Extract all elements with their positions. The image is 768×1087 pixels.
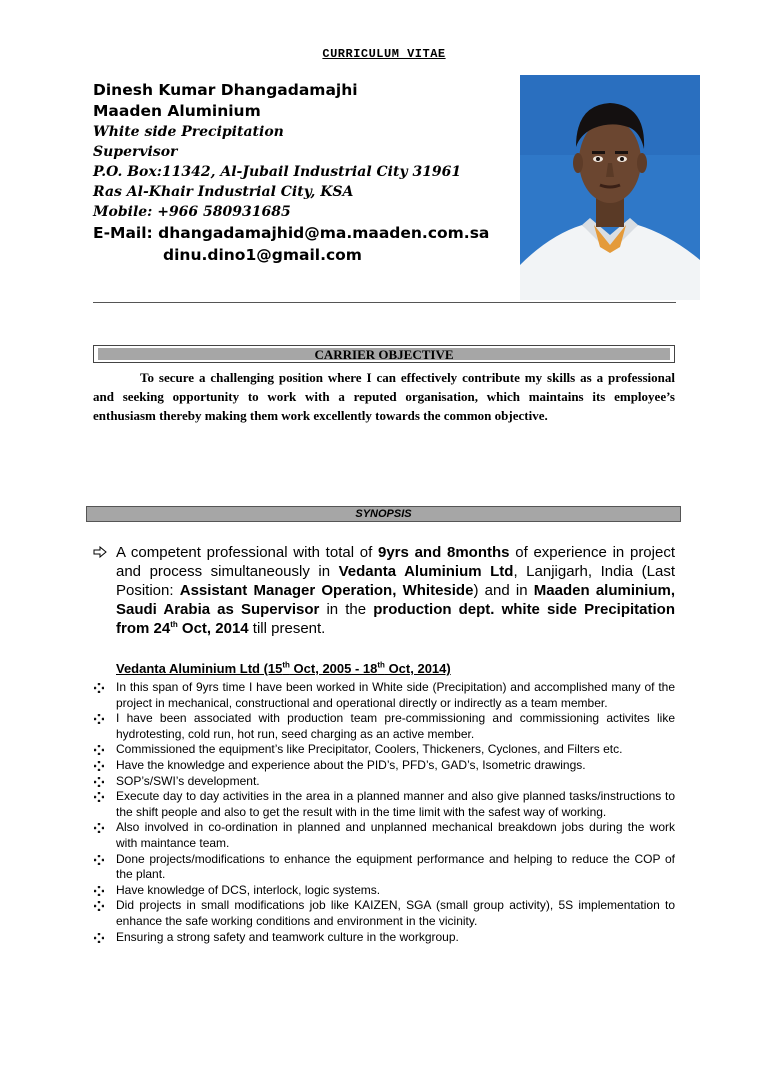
four-diamond-bullet-icon <box>94 901 104 911</box>
header-divider <box>93 302 676 303</box>
list-item-text: Have knowledge of DCS, interlock, logic systems. <box>116 882 381 897</box>
four-diamond-bullet-icon <box>94 714 104 724</box>
synopsis-part: till present. <box>248 620 326 637</box>
four-diamond-bullet-icon <box>94 683 104 693</box>
list-item-text: Also involved in co-ordination in planned and unplanned mechanical breakdown jobs during the work with maintance team. <box>116 820 675 850</box>
synopsis-experience: 9yrs and 8months <box>378 544 510 561</box>
synopsis-part: A competent professional with total of <box>116 544 378 561</box>
synopsis-maaden: Maaden aluminium, Saudi Arabia as Supervisor <box>116 582 675 618</box>
objective-text: To secure a challenging position where I can effectively contribute my skills as a professional and seeking opportunity to work with a reputed organisation, which maintains its employee’s enthusiasm thereby making them work excellently towards the common objective. <box>93 370 675 423</box>
vedanta-heading <box>116 661 451 677</box>
candidate-name: Dinesh Kumar Dhangadamajhi <box>93 81 358 99</box>
four-diamond-bullet-icon <box>94 792 104 802</box>
document-title: CURRICULUM VITAE <box>322 47 446 61</box>
list-item-text: Commissioned the equipment’s like Precipitator, Coolers, Thickeners, Cyclones, and Filters etc. <box>116 742 623 757</box>
experience-bullet-list <box>93 680 675 945</box>
vedanta-heading-part: Oct, 2014) <box>384 661 451 676</box>
synopsis-part: in the <box>319 601 374 618</box>
synopsis-part: ) and in <box>473 582 534 599</box>
portrait-photo <box>520 75 700 300</box>
list-item <box>93 789 675 820</box>
four-diamond-bullet-icon <box>94 886 104 896</box>
four-diamond-bullet-icon <box>94 745 104 755</box>
list-item-text: Have the knowledge and experience about the PID’s, PFD’s, GAD’s, Isometric drawings. <box>116 757 586 772</box>
list-item-text: Done projects/modifications to enhance the equipment performance and helping to reduce the COP of the plant. <box>116 851 675 882</box>
list-item <box>93 898 675 929</box>
synopsis-dept-text: production dept. white side Precipitation from 24 <box>116 601 675 637</box>
vedanta-heading-part: Vedanta Aluminium Ltd (15 <box>116 661 283 676</box>
portrait-illustration <box>520 75 700 300</box>
ordinal-suffix: th <box>377 660 385 670</box>
four-diamond-bullet-icon <box>94 823 104 833</box>
four-diamond-bullet-icon <box>94 777 104 787</box>
ordinal-suffix: th <box>282 660 290 670</box>
synopsis-paragraph <box>93 543 675 638</box>
list-item-text: Did projects in small modifications job like KAIZEN, SGA (small group activity), 5S implementation to enhance the safe working conditions and environment in the vicinity. <box>116 898 675 928</box>
list-item-text: SOP’s/SWI’s development. <box>116 773 260 788</box>
role-line-2: Supervisor <box>93 144 178 160</box>
email-secondary: dinu.dino1@gmail.com <box>163 246 362 264</box>
synopsis-date: Oct, 2014 <box>177 620 249 637</box>
four-diamond-bullet-icon <box>94 855 104 865</box>
role-line-1: White side Precipitation <box>93 124 284 140</box>
address-line-2: Ras Al-Khair Industrial City, KSA <box>93 184 354 200</box>
list-item <box>93 758 675 774</box>
synopsis-part: of experience in project and process simultaneously in <box>116 544 675 580</box>
list-item-text: Execute day to day activities in the area in a planned manner and also give planned tasks/instructions to the shift people and also to get the result with in the time limit with the safest way of working. <box>116 789 675 819</box>
company-name: Maaden Aluminium <box>93 102 261 120</box>
list-item <box>93 930 675 946</box>
synopsis-part: , Lanjigarh, India (Last Position: <box>116 563 676 599</box>
email-primary: E-Mail: dhangadamajhid@ma.maaden.com.sa <box>93 224 490 242</box>
four-diamond-bullet-icon <box>94 933 104 943</box>
synopsis-heading: SYNOPSIS <box>355 508 412 520</box>
mobile-number: Mobile: +966 580931685 <box>93 204 291 220</box>
list-item-text: Ensuring a strong safety and teamwork culture in the workgroup. <box>116 929 459 944</box>
list-item <box>93 883 675 899</box>
contact-header <box>93 80 513 266</box>
list-item <box>93 711 675 742</box>
synopsis-last-position: Assistant Manager Operation, Whiteside <box>179 582 474 599</box>
synopsis-heading-bar <box>86 506 681 522</box>
synopsis-vedanta: Vedanta Aluminium Ltd <box>338 563 514 580</box>
list-item <box>93 774 675 790</box>
objective-heading: CARRIER OBJECTIVE <box>314 347 454 362</box>
list-item-text: In this span of 9yrs time I have been worked in White side (Precipitation) and accomplished many of the project in mechanical, constructional and operational directly or indirectly as a team member. <box>116 680 675 710</box>
list-item-text: I have been associated with production team pre-commissioning and commissioning activites like hydrotesting, cold run, hot run, seed charging as an active member. <box>116 711 675 741</box>
address-line-1: P.O. Box:11342, Al-Jubail Industrial City 31961 <box>93 164 462 180</box>
vedanta-heading-part: Oct, 2005 - 18 <box>289 661 378 676</box>
objective-heading-bar <box>93 345 675 363</box>
synopsis-text <box>116 543 675 638</box>
list-item <box>93 852 675 883</box>
list-item <box>93 742 675 758</box>
four-diamond-bullet-icon <box>94 761 104 771</box>
list-item <box>93 820 675 851</box>
list-item <box>93 680 675 711</box>
ordinal-suffix: th <box>170 620 178 629</box>
hollow-arrow-right-icon <box>93 546 107 558</box>
